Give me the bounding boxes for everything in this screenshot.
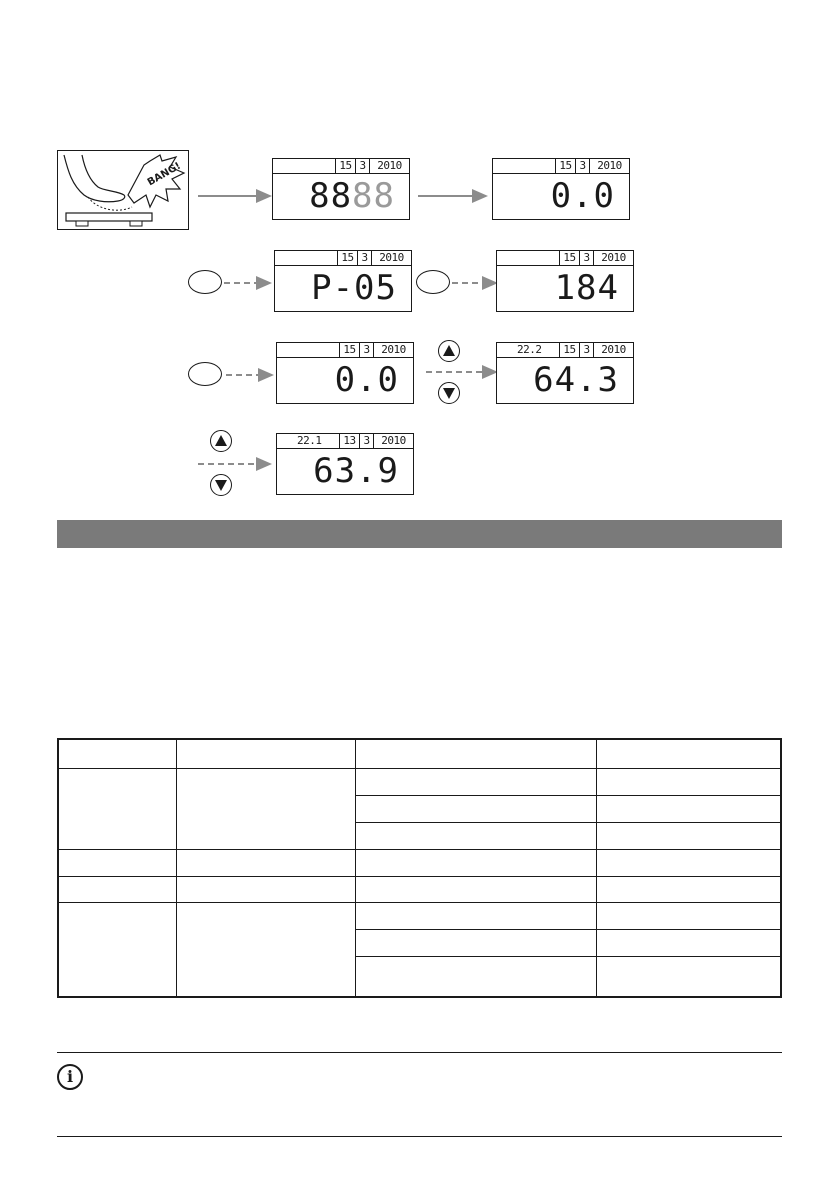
up-arrow-button-icon xyxy=(438,340,460,362)
display-day: 15 xyxy=(555,159,575,173)
display-year: 2010 xyxy=(371,251,411,265)
table-row xyxy=(58,769,781,796)
down-arrow-button-icon xyxy=(438,382,460,404)
table-cell xyxy=(177,849,356,876)
table-cell xyxy=(355,795,596,822)
table-cell xyxy=(355,769,596,796)
display-main-value: 63.9 xyxy=(313,451,399,491)
table-cell xyxy=(597,849,782,876)
up-arrow-button-icon xyxy=(210,430,232,452)
arrow-right-icon xyxy=(198,188,272,204)
display-temperature xyxy=(493,159,555,173)
display-day: 15 xyxy=(339,343,359,357)
table-cell xyxy=(355,876,596,903)
tap-scale-illustration xyxy=(57,150,189,230)
scale-button-icon xyxy=(188,362,222,386)
table-cell xyxy=(58,769,177,850)
display-day: 15 xyxy=(337,251,357,265)
display-day: 13 xyxy=(339,434,359,448)
scale-button-icon xyxy=(416,270,450,294)
dashed-arrow-right-icon xyxy=(226,367,274,383)
foot-tap-icon xyxy=(58,151,190,231)
display-temperature xyxy=(497,251,559,265)
table-cell xyxy=(58,739,177,769)
display-digits-solid: 88 xyxy=(309,176,353,216)
display-main-value xyxy=(309,177,395,215)
table-cell xyxy=(355,739,596,769)
display-month: 3 xyxy=(579,343,593,357)
dashed-arrow-right-icon xyxy=(426,364,498,380)
display-year: 2010 xyxy=(369,159,409,173)
table-cell xyxy=(597,957,782,997)
dashed-arrow-right-icon xyxy=(198,456,272,472)
info-icon: i xyxy=(57,1064,83,1090)
note-top-rule xyxy=(57,1052,782,1053)
bang-label: BANG! xyxy=(145,160,183,189)
display-year: 2010 xyxy=(593,251,633,265)
table-cell xyxy=(355,957,596,997)
table-cell xyxy=(597,739,782,769)
table-cell xyxy=(58,903,177,997)
table-cell xyxy=(355,930,596,957)
table-cell xyxy=(177,876,356,903)
table-cell xyxy=(597,903,782,930)
display-temperature xyxy=(273,159,335,173)
scale-display-history xyxy=(276,433,414,495)
display-month: 3 xyxy=(359,434,373,448)
table-cell xyxy=(177,769,356,850)
table-cell xyxy=(58,849,177,876)
table-cell xyxy=(597,769,782,796)
note-bottom-rule xyxy=(57,1136,782,1137)
table-row xyxy=(58,849,781,876)
dashed-arrow-right-icon xyxy=(452,275,498,291)
section-header-bar xyxy=(57,520,782,548)
display-temperature: 22.1 xyxy=(297,434,322,447)
specification-table xyxy=(57,738,782,998)
table-header-row xyxy=(58,739,781,769)
display-month: 3 xyxy=(575,159,589,173)
display-day: 15 xyxy=(559,251,579,265)
display-month: 3 xyxy=(359,343,373,357)
scale-button-icon xyxy=(188,270,222,294)
table-cell xyxy=(355,822,596,849)
table-cell xyxy=(355,903,596,930)
display-main-value: 64.3 xyxy=(533,360,619,400)
display-day: 15 xyxy=(559,343,579,357)
scale-display-zero-2 xyxy=(276,342,414,404)
display-year: 2010 xyxy=(589,159,629,173)
display-temperature xyxy=(275,251,337,265)
display-year: 2010 xyxy=(373,434,413,448)
table-cell xyxy=(177,903,356,997)
display-main-value: 0.0 xyxy=(334,360,399,400)
table-row xyxy=(58,876,781,903)
display-day: 15 xyxy=(335,159,355,173)
dashed-arrow-right-icon xyxy=(224,275,272,291)
table-cell xyxy=(58,876,177,903)
arrow-right-icon xyxy=(418,188,488,204)
display-year: 2010 xyxy=(373,343,413,357)
display-year: 2010 xyxy=(593,343,633,357)
down-arrow-button-icon xyxy=(210,474,232,496)
scale-display-zero xyxy=(492,158,630,220)
table-row xyxy=(58,903,781,930)
display-temperature xyxy=(277,343,339,357)
display-digits-ghost: 88 xyxy=(352,176,395,216)
display-month: 3 xyxy=(357,251,371,265)
scale-display-startup xyxy=(272,158,410,220)
display-month: 3 xyxy=(579,251,593,265)
scale-display-profile xyxy=(274,250,412,312)
table-cell xyxy=(597,822,782,849)
table-cell xyxy=(177,739,356,769)
table-cell xyxy=(597,876,782,903)
table-cell xyxy=(597,795,782,822)
display-temperature: 22.2 xyxy=(517,343,542,356)
display-main-value: P-05 xyxy=(311,268,397,308)
scale-display-weight xyxy=(496,342,634,404)
table-cell xyxy=(355,849,596,876)
display-main-value: 0.0 xyxy=(550,176,615,216)
display-month: 3 xyxy=(355,159,369,173)
table-cell xyxy=(597,930,782,957)
display-main-value: 184 xyxy=(554,268,619,308)
scale-display-height xyxy=(496,250,634,312)
